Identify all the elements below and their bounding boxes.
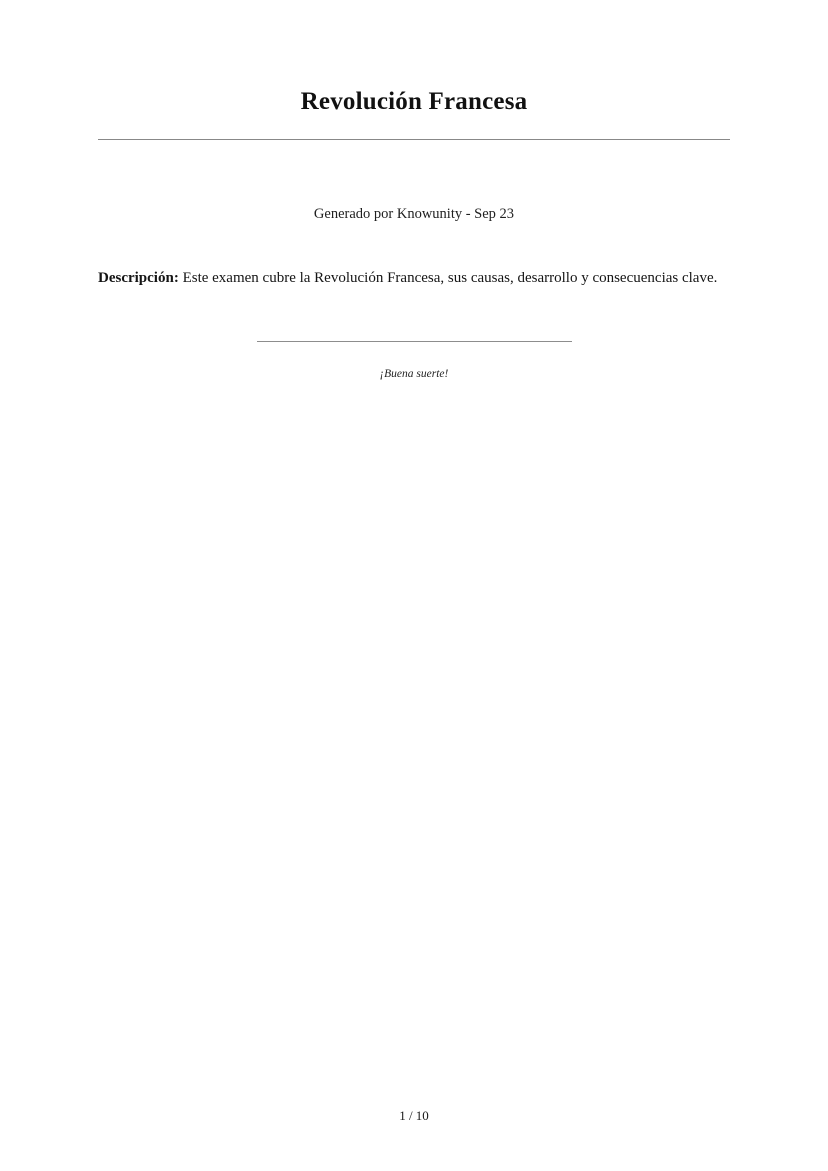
section-divider [257, 341, 572, 342]
section-divider-wrap [98, 333, 730, 350]
good-luck-note: ¡Buena suerte! [379, 368, 449, 381]
page-number: 1 / 10 [399, 1108, 429, 1123]
title-divider [98, 139, 730, 140]
generated-by-line: Generado por Knowunity - Sep 23 [313, 206, 515, 222]
page-title: Revolución Francesa [300, 88, 528, 115]
description-paragraph [98, 268, 730, 289]
description-text: Este examen cubre la Revolución Francesa, sus causas, desarrollo y consecuencias clave. [178, 270, 718, 286]
description-label: Descripción: [98, 270, 179, 286]
